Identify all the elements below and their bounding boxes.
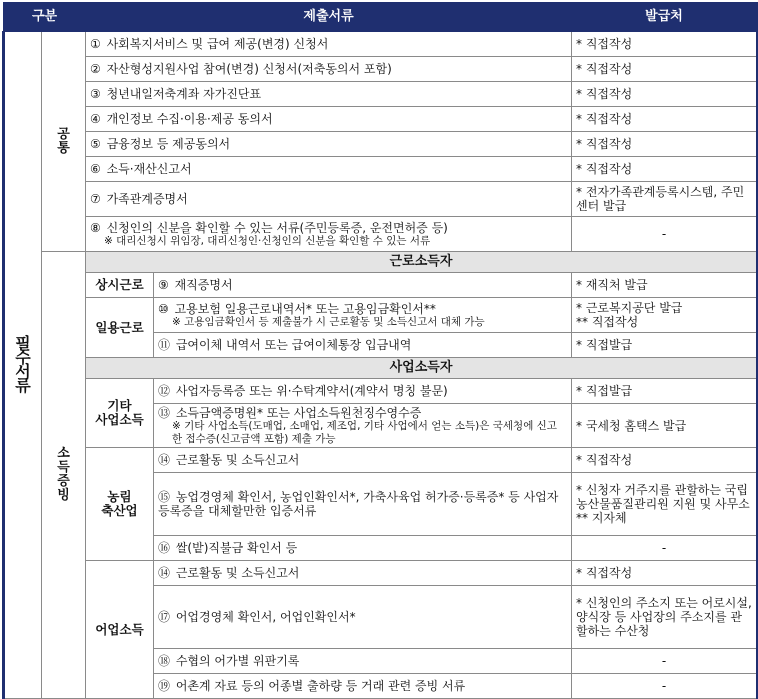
- document-note: ※ 기타 사업소득(도매업, 소매업, 제조업, 기타 사업에서 얻는 소득)은 국세청에 신고한 접수증(신고금액 포함) 제출 가능: [172, 419, 557, 445]
- issuer-cell: * 직접작성: [572, 157, 758, 182]
- issuer-cell: * 신청인의 주소지 또는 어로시설, 양식장 등 사업장의 주소지를 관할하는 수산청: [572, 586, 758, 649]
- table-row: [4, 157, 758, 182]
- issuer-cell: * 신청자 거주지를 관할하는 국립농산물품질관리원 지원 및 사무소 ** 지자체: [572, 473, 758, 536]
- section-row: [4, 358, 758, 379]
- issuer-cell: * 직접발급: [572, 379, 758, 404]
- issuer-cell: -: [572, 217, 758, 252]
- document-cell: ⑰ 어업경영체 확인서, 어업인확인서*: [154, 586, 572, 649]
- subcategory-common: 공 통: [42, 32, 86, 252]
- document-cell: ⑩ 고용보험 일용근로내역서* 또는 고용임금확인서** ※ 고용임금확인서 등 제출불가 시 근로활동 및 소득신고서 대체 가능: [154, 298, 572, 333]
- document-cell: ⑥ 소득·재산신고서: [86, 157, 572, 182]
- document-cell: ⑭ 근로활동 및 소득신고서: [154, 561, 572, 586]
- group-daily-work: 일용근로: [86, 298, 154, 358]
- group-other-business: 기타 사업소득: [86, 379, 154, 448]
- table-row: [4, 561, 758, 586]
- table-row: [4, 182, 758, 217]
- document-cell: ⑨ 재직증명서: [154, 273, 572, 298]
- document-cell: ② 자산형성지원사업 참여(변경) 신청서(저축동의서 포함): [86, 57, 572, 82]
- issuer-cell: -: [572, 649, 758, 674]
- document-cell: ⑬ 소득금액증명원* 또는 사업소득원천징수영수증 ※ 기타 사업소득(도매업, 소매업, 제조업, 기타 사업에서 얻는 소득)은 국세청에 신고한 접수증(신고금액 포함) 제출 가능: [154, 404, 572, 448]
- category-required-docs: 필 수 서 류: [4, 32, 42, 699]
- section-business-income: 사업소득자: [86, 358, 758, 379]
- document-cell: ⑫ 사업자등록증 또는 위·수탁계약서(계약서 명칭 불문): [154, 379, 572, 404]
- table-row: [4, 32, 758, 57]
- issuer-cell: * 직접작성: [572, 448, 758, 473]
- issuer-cell: -: [572, 536, 758, 561]
- document-cell: ⑱ 수협의 어가별 위판기록: [154, 649, 572, 674]
- document-cell: ⑤ 금융정보 등 제공동의서: [86, 132, 572, 157]
- document-cell: ① 사회복지서비스 및 급여 제공(변경) 신청서: [86, 32, 572, 57]
- table-row: [4, 448, 758, 473]
- header-category: 구분: [4, 3, 86, 32]
- document-cell: ⑯ 쌀(밭)직불금 확인서 등: [154, 536, 572, 561]
- document-cell: ⑪ 급여이체 내역서 또는 급여이체통장 입금내역: [154, 333, 572, 358]
- table-row: [4, 82, 758, 107]
- issuer-cell: * 직접작성: [572, 32, 758, 57]
- document-note: ※ 대리신청시 위임장, 대리신청인·신청인의 신분을 확인할 수 있는 서류: [104, 234, 431, 247]
- issuer-cell: * 직접작성: [572, 561, 758, 586]
- issuer-cell: * 직접발급: [572, 333, 758, 358]
- document-cell: ⑭ 근로활동 및 소득신고서: [154, 448, 572, 473]
- table-header-row: [4, 3, 758, 32]
- table-row: [4, 57, 758, 82]
- required-documents-table: [2, 2, 758, 699]
- table-row: [4, 132, 758, 157]
- issuer-cell: * 재직처 발급: [572, 273, 758, 298]
- section-earned-income: 근로소득자: [86, 252, 758, 273]
- table-row: [4, 379, 758, 404]
- issuer-cell: * 직접작성: [572, 82, 758, 107]
- issuer-cell: -: [572, 674, 758, 699]
- group-fishery: 어업소득: [86, 561, 154, 699]
- table-row: [4, 107, 758, 132]
- document-cell: ⑧ 신청인의 신분을 확인할 수 있는 서류(주민등록증, 운전면허증 등) ※ 대리신청시 위임장, 대리신청인·신청인의 신분을 확인할 수 있는 서류: [86, 217, 572, 252]
- issuer-cell: * 근로복지공단 발급 ** 직접작성: [572, 298, 758, 333]
- document-cell: ⑮ 농업경영체 확인서, 농업인확인서*, 가축사육업 허가증·등록증* 등 사업자등록증을 대체할만한 입증서류: [154, 473, 572, 536]
- section-row: [4, 252, 758, 273]
- table-row: [4, 298, 758, 333]
- document-cell: ③ 청년내일저축계좌 자가진단표: [86, 82, 572, 107]
- document-cell: ④ 개인정보 수집·이용·제공 동의서: [86, 107, 572, 132]
- header-issuer: 발급처: [572, 3, 758, 32]
- issuer-cell: * 직접작성: [572, 57, 758, 82]
- document-cell: ⑲ 어촌계 자료 등의 어종별 출하량 등 거래 관련 증빙 서류: [154, 674, 572, 699]
- issuer-cell: * 전자가족관계등록시스템, 주민센터 발급: [572, 182, 758, 217]
- table-row: [4, 217, 758, 252]
- group-regular-work: 상시근로: [86, 273, 154, 298]
- document-note: ※ 고용임금확인서 등 제출불가 시 근로활동 및 소득신고서 대체 가능: [172, 315, 485, 328]
- header-document: 제출서류: [86, 3, 572, 32]
- issuer-cell: * 직접작성: [572, 132, 758, 157]
- document-cell: ⑦ 가족관계증명서: [86, 182, 572, 217]
- group-farm-livestock: 농림 축산업: [86, 448, 154, 561]
- issuer-cell: * 국세청 홈택스 발급: [572, 404, 758, 448]
- issuer-cell: * 직접작성: [572, 107, 758, 132]
- subcategory-income: 소 득 증 빙: [42, 252, 86, 699]
- table-row: [4, 273, 758, 298]
